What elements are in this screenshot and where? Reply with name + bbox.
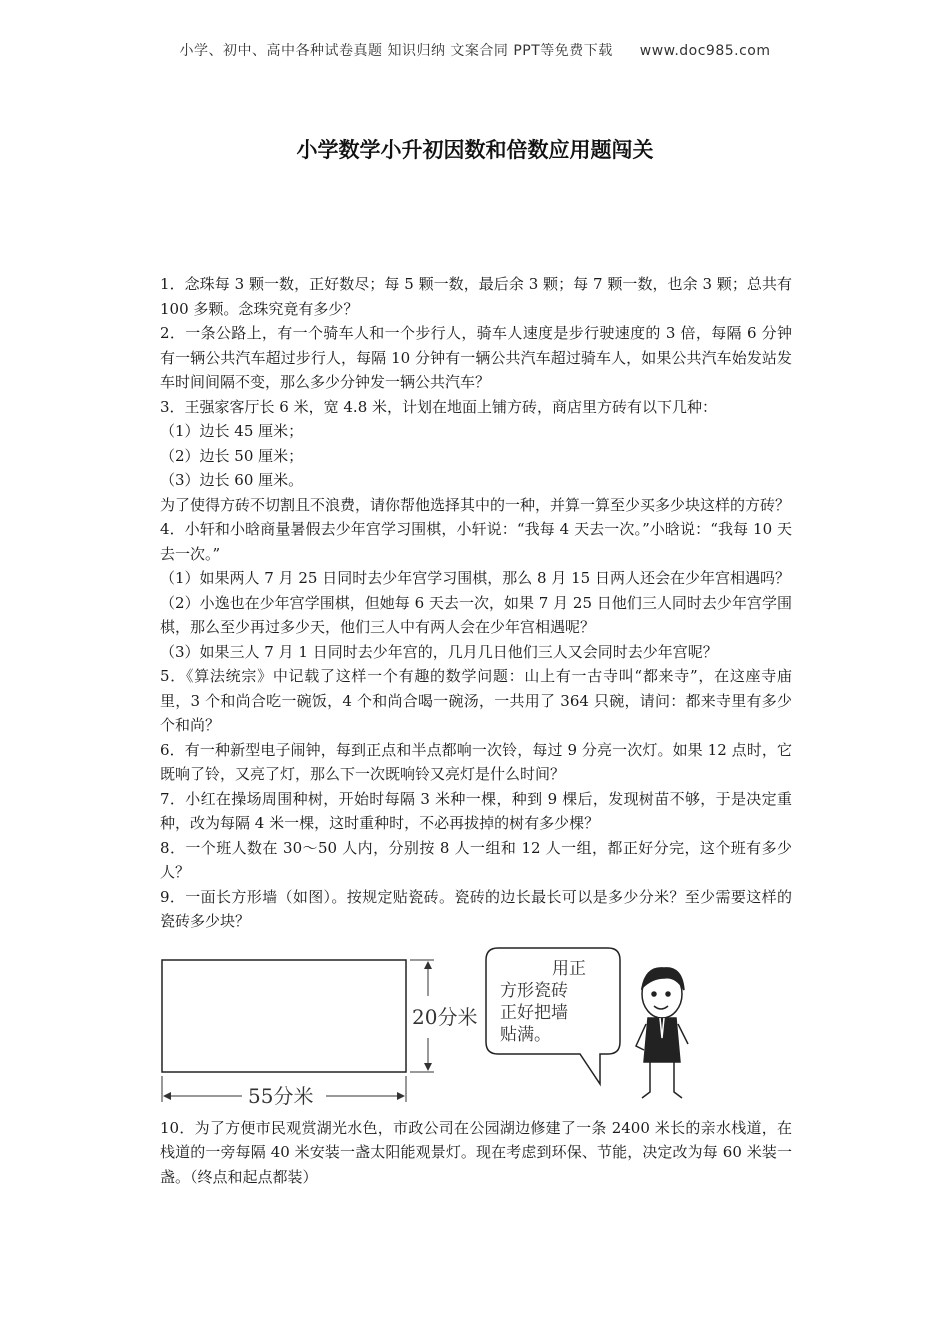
problem-3-option-2: （2）边长 50 厘米； (160, 446, 304, 465)
problem-4-text: 4．小轩和小晗商量暑假去少年宫学习围棋，小轩说：“我每 4 天去一次。”小晗说：“我每 10 天去一次。” (160, 520, 792, 563)
wall-figure (160, 942, 792, 1110)
wall-rectangle (162, 960, 406, 1072)
problem-4-part-1: （1）如果两人 7 月 25 日同时去少年宫学习围棋，那么 8 月 15 日两人还会在少年宫相遇吗？ (160, 569, 790, 587)
problem-9-text: 9．一面长方形墙（如图）。按规定贴瓷砖。瓷砖的边长最长可以是多少分米？至少需要这样的瓷砖多少块？ (160, 887, 792, 930)
page-title: 小学数学小升初因数和倍数应用题闯关 (296, 138, 654, 162)
problem-7-text: 7．小红在操场周围种树，开始时每隔 3 米种一棵，种到 9 棵后，发现树苗不够，于是决定重种，改为每隔 4 米一棵，这时重种时，不必再拔掉的树有多少棵？ (160, 789, 792, 832)
width-arrow-right (397, 1092, 405, 1100)
header-tagline: 小学、初中、高中各种试卷真题 知识归纳 文案合同 PPT等免费下载 (179, 43, 613, 59)
problem-3-question: 为了使得方砖不切割且不浪费，请你帮他选择其中的一种，并算一算至少买多少块这样的方砖？ (160, 495, 791, 514)
width-arrow-left (163, 1092, 171, 1100)
problem-4-part-3: （3）如果三人 7 月 1 日同时去少年宫的，几月几日他们三人又会同时去少年宫呢？ (160, 642, 718, 661)
page-header (0, 40, 950, 60)
problem-2-text: 2．一条公路上，有一个骑车人和一个步行人，骑车人速度是步行驶速度的 3 倍，每隔 6 分钟有一辆公共汽车超过步行人，每隔 10 分钟有一辆公共汽车超过骑车人，如果公共汽车始发站发车时间间隔不变，那么多少分钟发一辆公共汽车？ (160, 324, 792, 391)
speech-line-4: 贴满。 (500, 1024, 551, 1045)
speech-line-2: 方形瓷砖 (500, 980, 568, 1001)
problem-6-text: 6．有一种新型电子闹钟，每到正点和半点都响一次铃，每过 9 分亮一次灯。如果 12 点时，它既响了铃，又亮了灯，那么下一次既响铃又亮灯是什么时间？ (160, 740, 792, 783)
height-label: 20分米 (412, 1004, 478, 1029)
problem-3-option-1: （1）边长 45 厘米； (160, 422, 304, 440)
problem-5-text: 5．《算法统宗》中记载了这样一个有趣的数学问题：山上有一古寺叫“都来寺”，在这座寺庙里，3 个和尚合吃一碗饭，4 个和尚合喝一碗汤，一共用了 364 只碗，请问：都来寺里有多少个和尚？ (160, 667, 792, 734)
header-site-link[interactable]: www.doc985.com (639, 43, 771, 59)
problem-8-text: 8．一个班人数在 30～50 人内，分别按 8 人一组和 12 人一组，都正好分完，这个班有多少人？ (160, 838, 792, 881)
height-arrow-down (424, 1063, 432, 1071)
speech-line-1: 用正 (552, 958, 586, 979)
problem-3-option-3: （3）边长 60 厘米。 (160, 471, 304, 489)
document-body (160, 272, 792, 1189)
speech-line-3: 正好把墙 (500, 1002, 568, 1023)
width-label: 55分米 (248, 1083, 314, 1108)
wall-diagram (160, 942, 792, 1110)
height-arrow-up (424, 961, 432, 969)
problem-10-text: 10．为了方便市民观赏湖光水色，市政公司在公园湖边修建了一条 2400 米长的亲水栈道，在栈道的一旁每隔 40 米安装一盏太阳能观景灯。现在考虑到环保、节能，决定改为每 60 米装一盏。（终点和起点都装） (160, 1118, 792, 1186)
problem-4-part-2: （2）小逸也在少年宫学围棋，但她每 6 天去一次，如果 7 月 25 日他们三人同时去少年宫学围棋，那么至少再过多少天，他们三人中有两人会在少年宫相遇呢？ (160, 593, 792, 636)
cartoon-boy-illustration (636, 967, 688, 1097)
problem-1-text: 1．念珠每 3 颗一数，正好数尽；每 5 颗一数，最后余 3 颗；每 7 颗一数，也余 3 颗；总共有 100 多颗。念珠究竟有多少？ (160, 275, 792, 318)
problem-3-text: 3．王强家客厅长 6 米，宽 4.8 米，计划在地面上铺方砖，商店里方砖有以下几种： (160, 397, 718, 416)
